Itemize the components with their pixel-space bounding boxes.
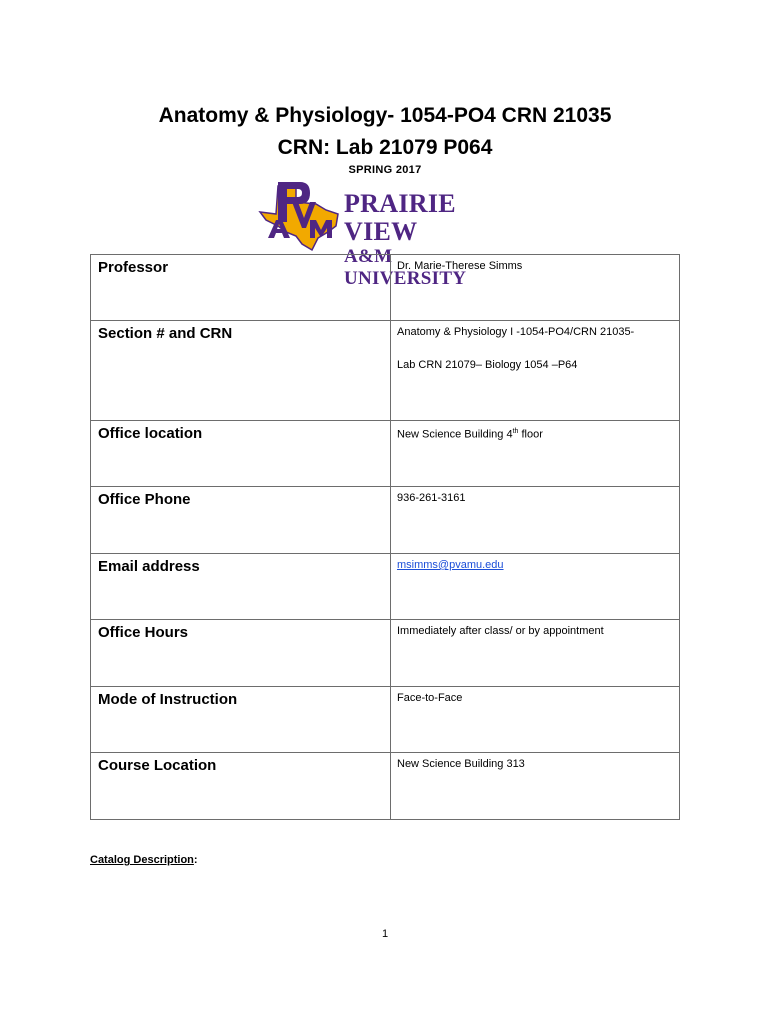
office-location-floor: floor bbox=[518, 428, 543, 441]
table-row bbox=[91, 620, 680, 687]
table-row bbox=[91, 421, 680, 487]
ordinal-suffix: th bbox=[512, 428, 519, 435]
row-label: Office Hours bbox=[91, 620, 391, 687]
office-location-text: New Science Building 4 bbox=[397, 428, 513, 441]
table-row bbox=[91, 321, 680, 421]
table-row bbox=[91, 255, 680, 321]
professor-value: Dr. Marie-Therese Simms bbox=[391, 255, 680, 321]
email-link[interactable]: msimms@pvamu.edu bbox=[397, 559, 504, 571]
section-value-line2: Lab CRN 21079– Biology 1054 –P64 bbox=[397, 359, 578, 371]
mode-value: Face-to-Face bbox=[391, 687, 680, 753]
office-hours-value: Immediately after class/ or by appointment bbox=[391, 620, 680, 687]
row-label: Office location bbox=[91, 421, 391, 487]
catalog-label: Catalog Description bbox=[90, 854, 194, 866]
course-crn-title: CRN: Lab 21079 P064 bbox=[277, 136, 493, 159]
pvamu-monogram-icon bbox=[256, 180, 346, 252]
email-value bbox=[391, 554, 680, 620]
term-label: SPRING 2017 bbox=[348, 164, 422, 176]
row-label: Office Phone bbox=[91, 487, 391, 554]
table-row bbox=[91, 753, 680, 820]
table-row bbox=[91, 487, 680, 554]
table-row bbox=[91, 554, 680, 620]
office-phone-value: 936-261-3161 bbox=[391, 487, 680, 554]
table-row bbox=[91, 687, 680, 753]
course-title: Anatomy & Physiology- 1054-PO4 CRN 21035 bbox=[158, 104, 612, 127]
wordmark-line1: PRAIRIE VIEW bbox=[344, 189, 456, 246]
row-label: Email address bbox=[91, 554, 391, 620]
page-number: 1 bbox=[381, 928, 389, 940]
row-label: Section # and CRN bbox=[91, 321, 391, 421]
wordmark-line2: A&M UNIVERSITY bbox=[344, 246, 467, 289]
office-location-value bbox=[391, 421, 680, 487]
row-label: Course Location bbox=[91, 753, 391, 820]
row-label: Mode of Instruction bbox=[91, 687, 391, 753]
course-info-table bbox=[90, 254, 680, 820]
row-label: Professor bbox=[91, 255, 391, 321]
section-value-line1: Anatomy & Physiology I -1054-PO4/CRN 21035- bbox=[397, 326, 635, 338]
course-location-value: New Science Building 313 bbox=[391, 753, 680, 820]
catalog-colon: : bbox=[193, 854, 198, 866]
section-value bbox=[391, 321, 680, 421]
catalog-description-heading bbox=[90, 854, 198, 866]
